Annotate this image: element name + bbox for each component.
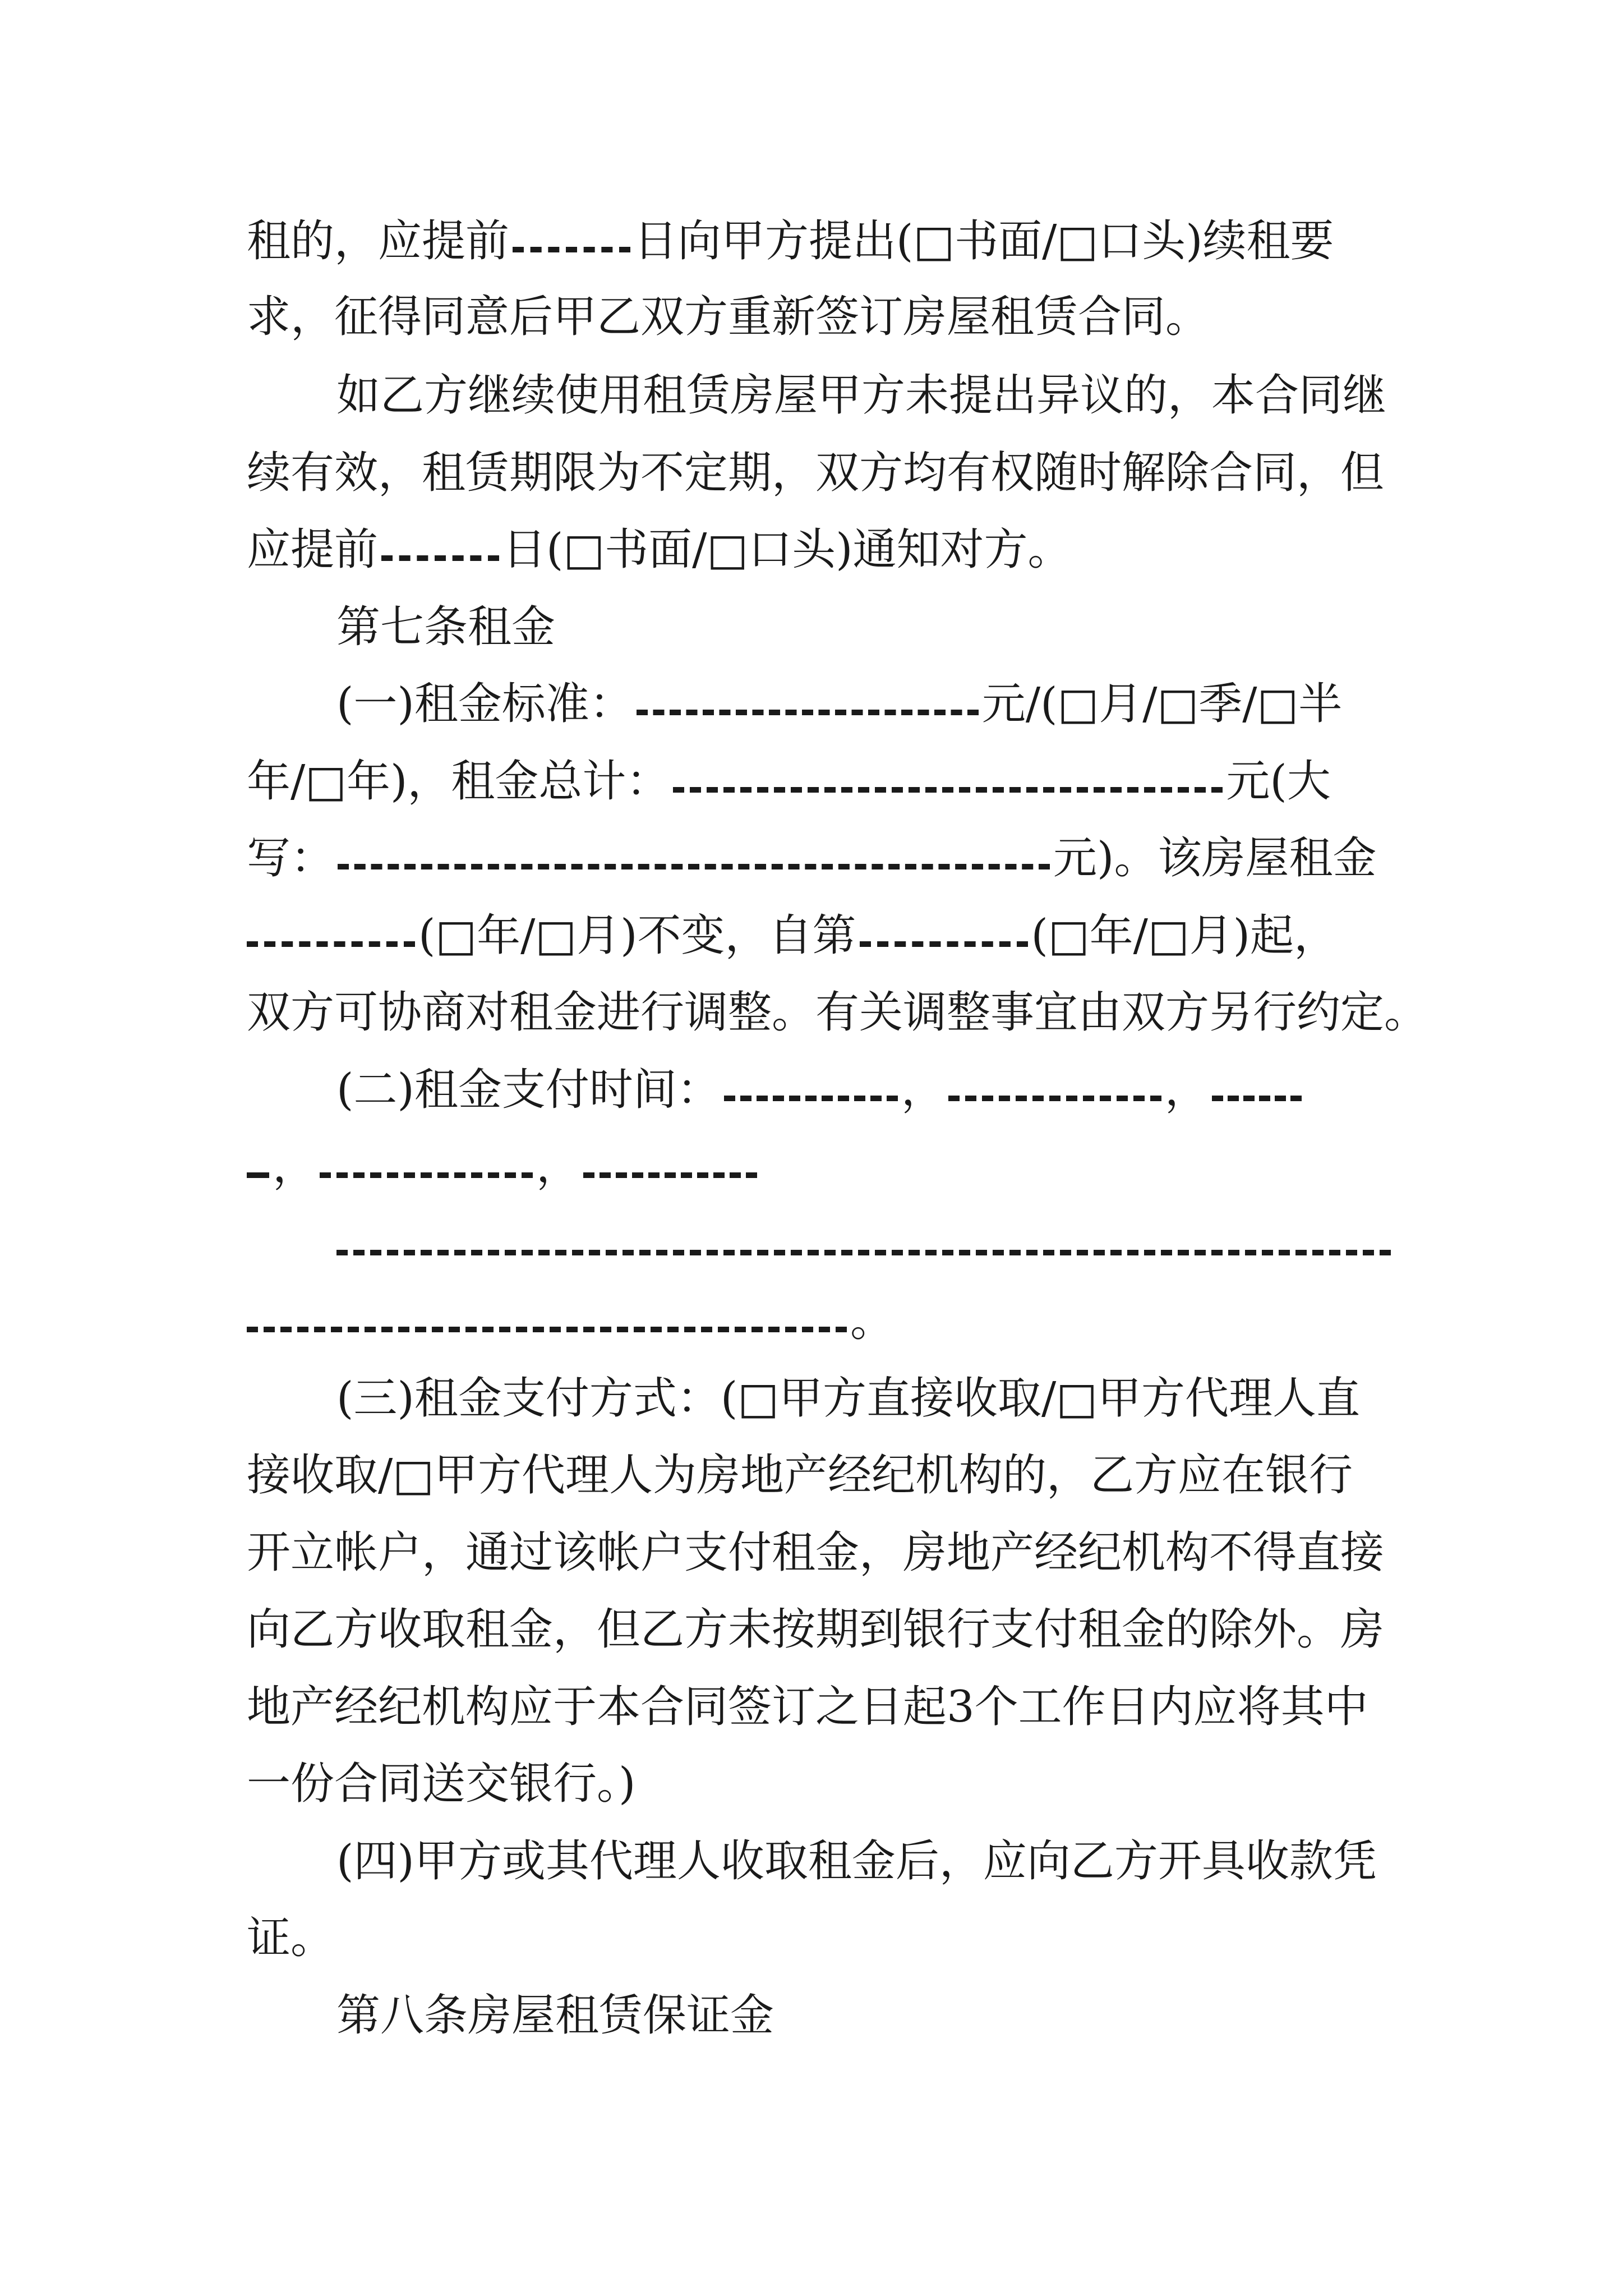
text-run: 写： bbox=[247, 833, 335, 884]
blank-underline bbox=[247, 1327, 847, 1332]
text-line: 接收取/□甲方代理人为房地产经纪机构的，乙方应在银行 bbox=[247, 1450, 1353, 1501]
text-line: 如乙方继续使用租赁房屋甲方未提出异议的，本合同继 bbox=[336, 370, 1387, 421]
blank-underline bbox=[637, 710, 979, 715]
blank-underline bbox=[247, 1172, 269, 1178]
text-run: 日(□书面/□口头)通知对方。 bbox=[502, 524, 1072, 575]
text-line: (三)租金支付方式：(□甲方直接收取/□甲方代理人直 bbox=[336, 1373, 1360, 1424]
text-line bbox=[247, 1125, 1396, 1209]
text-line: 地产经纪机构应于本合同签订之日起3个工作日内应将其中 bbox=[247, 1682, 1368, 1732]
text-line bbox=[247, 739, 1396, 823]
text-line bbox=[247, 894, 1396, 978]
text-line bbox=[336, 1048, 1486, 1132]
text-run: ， bbox=[273, 1142, 317, 1192]
article-title: 第七条租金 bbox=[336, 602, 556, 652]
blank-underline bbox=[336, 1250, 1391, 1255]
blank-underline bbox=[1212, 1096, 1302, 1101]
text-run: 年/□年)，租金总计： bbox=[247, 756, 670, 807]
article-title: 第八条房屋租赁保证金 bbox=[336, 1990, 774, 2041]
text-line bbox=[247, 199, 1396, 283]
blank-underline bbox=[673, 787, 1223, 793]
blank-underline bbox=[583, 1172, 757, 1178]
text-run: (二)租金支付时间： bbox=[336, 1065, 721, 1115]
text-line: (四)甲方或其代理人收取租金后，应向乙方开具收款凭 bbox=[336, 1836, 1377, 1887]
text-run: ， bbox=[536, 1142, 580, 1192]
text-run: ， bbox=[1164, 1065, 1209, 1115]
blank-underline bbox=[948, 1096, 1161, 1101]
text-run: 租的，应提前 bbox=[247, 216, 510, 266]
text-run: 。 bbox=[850, 1296, 895, 1346]
blank-underline bbox=[860, 941, 1028, 947]
text-line bbox=[247, 816, 1396, 900]
text-run: (一)租金标准： bbox=[336, 679, 633, 729]
blank-underline bbox=[338, 864, 1050, 869]
text-line: 续有效，租赁期限为不定期，双方均有权随时解除合同，但 bbox=[247, 448, 1385, 498]
text-line bbox=[247, 1279, 1396, 1363]
text-line: 求，征得同意后甲乙双方重新签订房屋租赁合同。 bbox=[247, 292, 1210, 342]
text-run: (□年/□月)起， bbox=[1031, 910, 1338, 961]
text-run: (□年/□月)不变，自第 bbox=[418, 910, 856, 961]
text-line bbox=[336, 1202, 1486, 1286]
text-run: ， bbox=[901, 1065, 945, 1115]
text-line: 开立帐户，通过该帐户支付租金，房地产经纪机构不得直接 bbox=[247, 1527, 1385, 1578]
text-run: 应提前 bbox=[247, 524, 379, 575]
blank-underline bbox=[247, 941, 415, 947]
text-run: 元(大 bbox=[1226, 756, 1331, 807]
text-line bbox=[247, 508, 1396, 592]
text-line: 双方可协商对租金进行调整。有关调整事宜由双方另行约定。 bbox=[247, 987, 1428, 1038]
blank-underline bbox=[320, 1172, 533, 1178]
blank-underline bbox=[724, 1096, 898, 1101]
blank-underline bbox=[513, 247, 630, 252]
text-line: 向乙方收取租金，但乙方未按期到银行支付租金的除外。房 bbox=[247, 1604, 1385, 1655]
text-line bbox=[336, 662, 1486, 746]
text-line: 证。 bbox=[247, 1913, 335, 1963]
text-line: 一份合同送交银行。) bbox=[247, 1759, 636, 1809]
blank-underline bbox=[381, 555, 499, 561]
text-run: 日向甲方提出(□书面/□口头)续租要 bbox=[634, 216, 1334, 266]
text-run: 元/(□月/□季/□半 bbox=[981, 679, 1343, 729]
text-run: 元)。该房屋租金 bbox=[1053, 833, 1377, 884]
